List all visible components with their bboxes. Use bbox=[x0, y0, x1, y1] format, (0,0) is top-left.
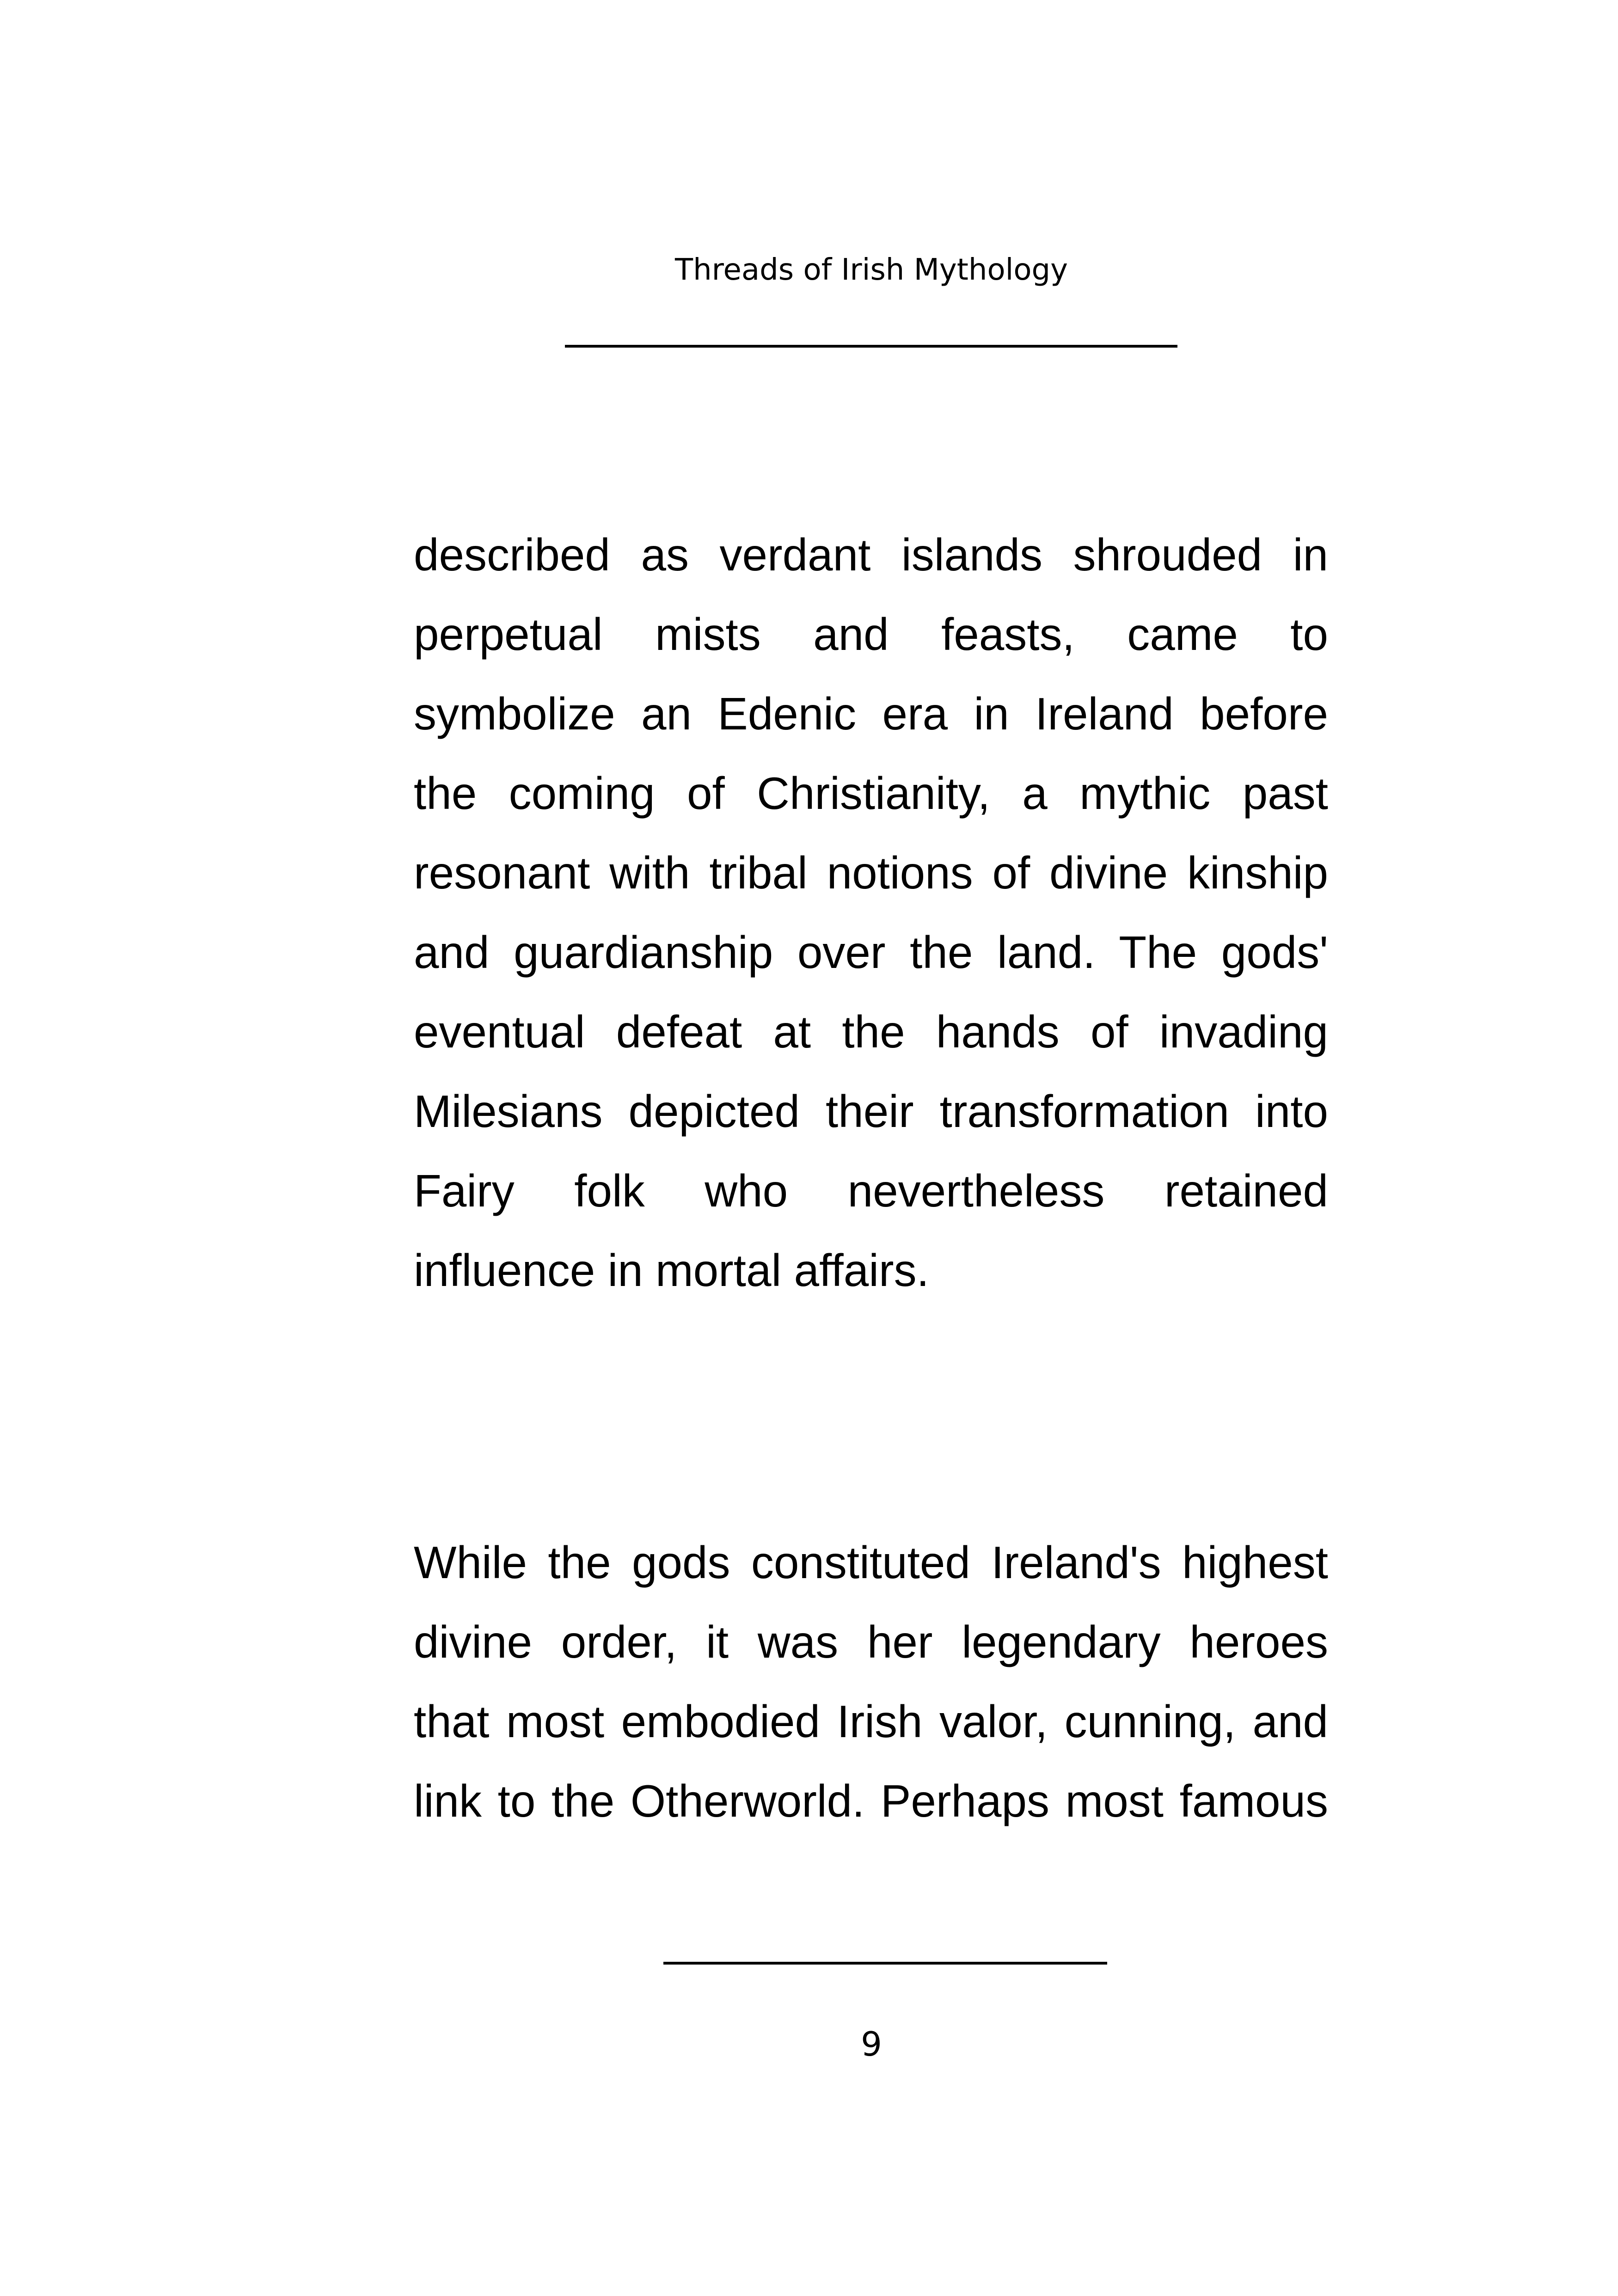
page-number: 9 bbox=[861, 2025, 882, 2063]
text-line: link to the Otherworld. Perhaps most famous bbox=[414, 1776, 1328, 1826]
text-line: divine order, it was her legendary heroes bbox=[414, 1616, 1328, 1667]
text-line: that most embodied Irish valor, cunning, and bbox=[414, 1696, 1328, 1747]
text-line: symbolize an Edenic era in Ireland before bbox=[414, 688, 1328, 739]
text-line: While the gods constituted Ireland's highest bbox=[414, 1537, 1328, 1588]
footer-rule bbox=[663, 1962, 1107, 1965]
text-line: described as verdant islands shrouded in bbox=[414, 529, 1328, 580]
text-line: eventual defeat at the hands of invading bbox=[414, 1006, 1328, 1057]
body-paragraph-2 bbox=[414, 1523, 1328, 1841]
text-line: resonant with tribal notions of divine kinship bbox=[414, 847, 1328, 898]
text-line: the coming of Christianity, a mythic past bbox=[414, 768, 1328, 819]
text-line: Milesians depicted their transformation into bbox=[414, 1086, 1328, 1137]
text-line: influence in mortal affairs. bbox=[414, 1245, 929, 1296]
header-rule bbox=[565, 345, 1177, 348]
text-line: and guardianship over the land. The gods' bbox=[414, 927, 1328, 978]
running-header-title: Threads of Irish Mythology bbox=[674, 253, 1068, 287]
body-paragraph-1 bbox=[414, 515, 1328, 1310]
text-line: perpetual mists and feasts, came to bbox=[414, 609, 1328, 660]
text-line: Fairy folk who nevertheless retained bbox=[414, 1165, 1328, 1216]
